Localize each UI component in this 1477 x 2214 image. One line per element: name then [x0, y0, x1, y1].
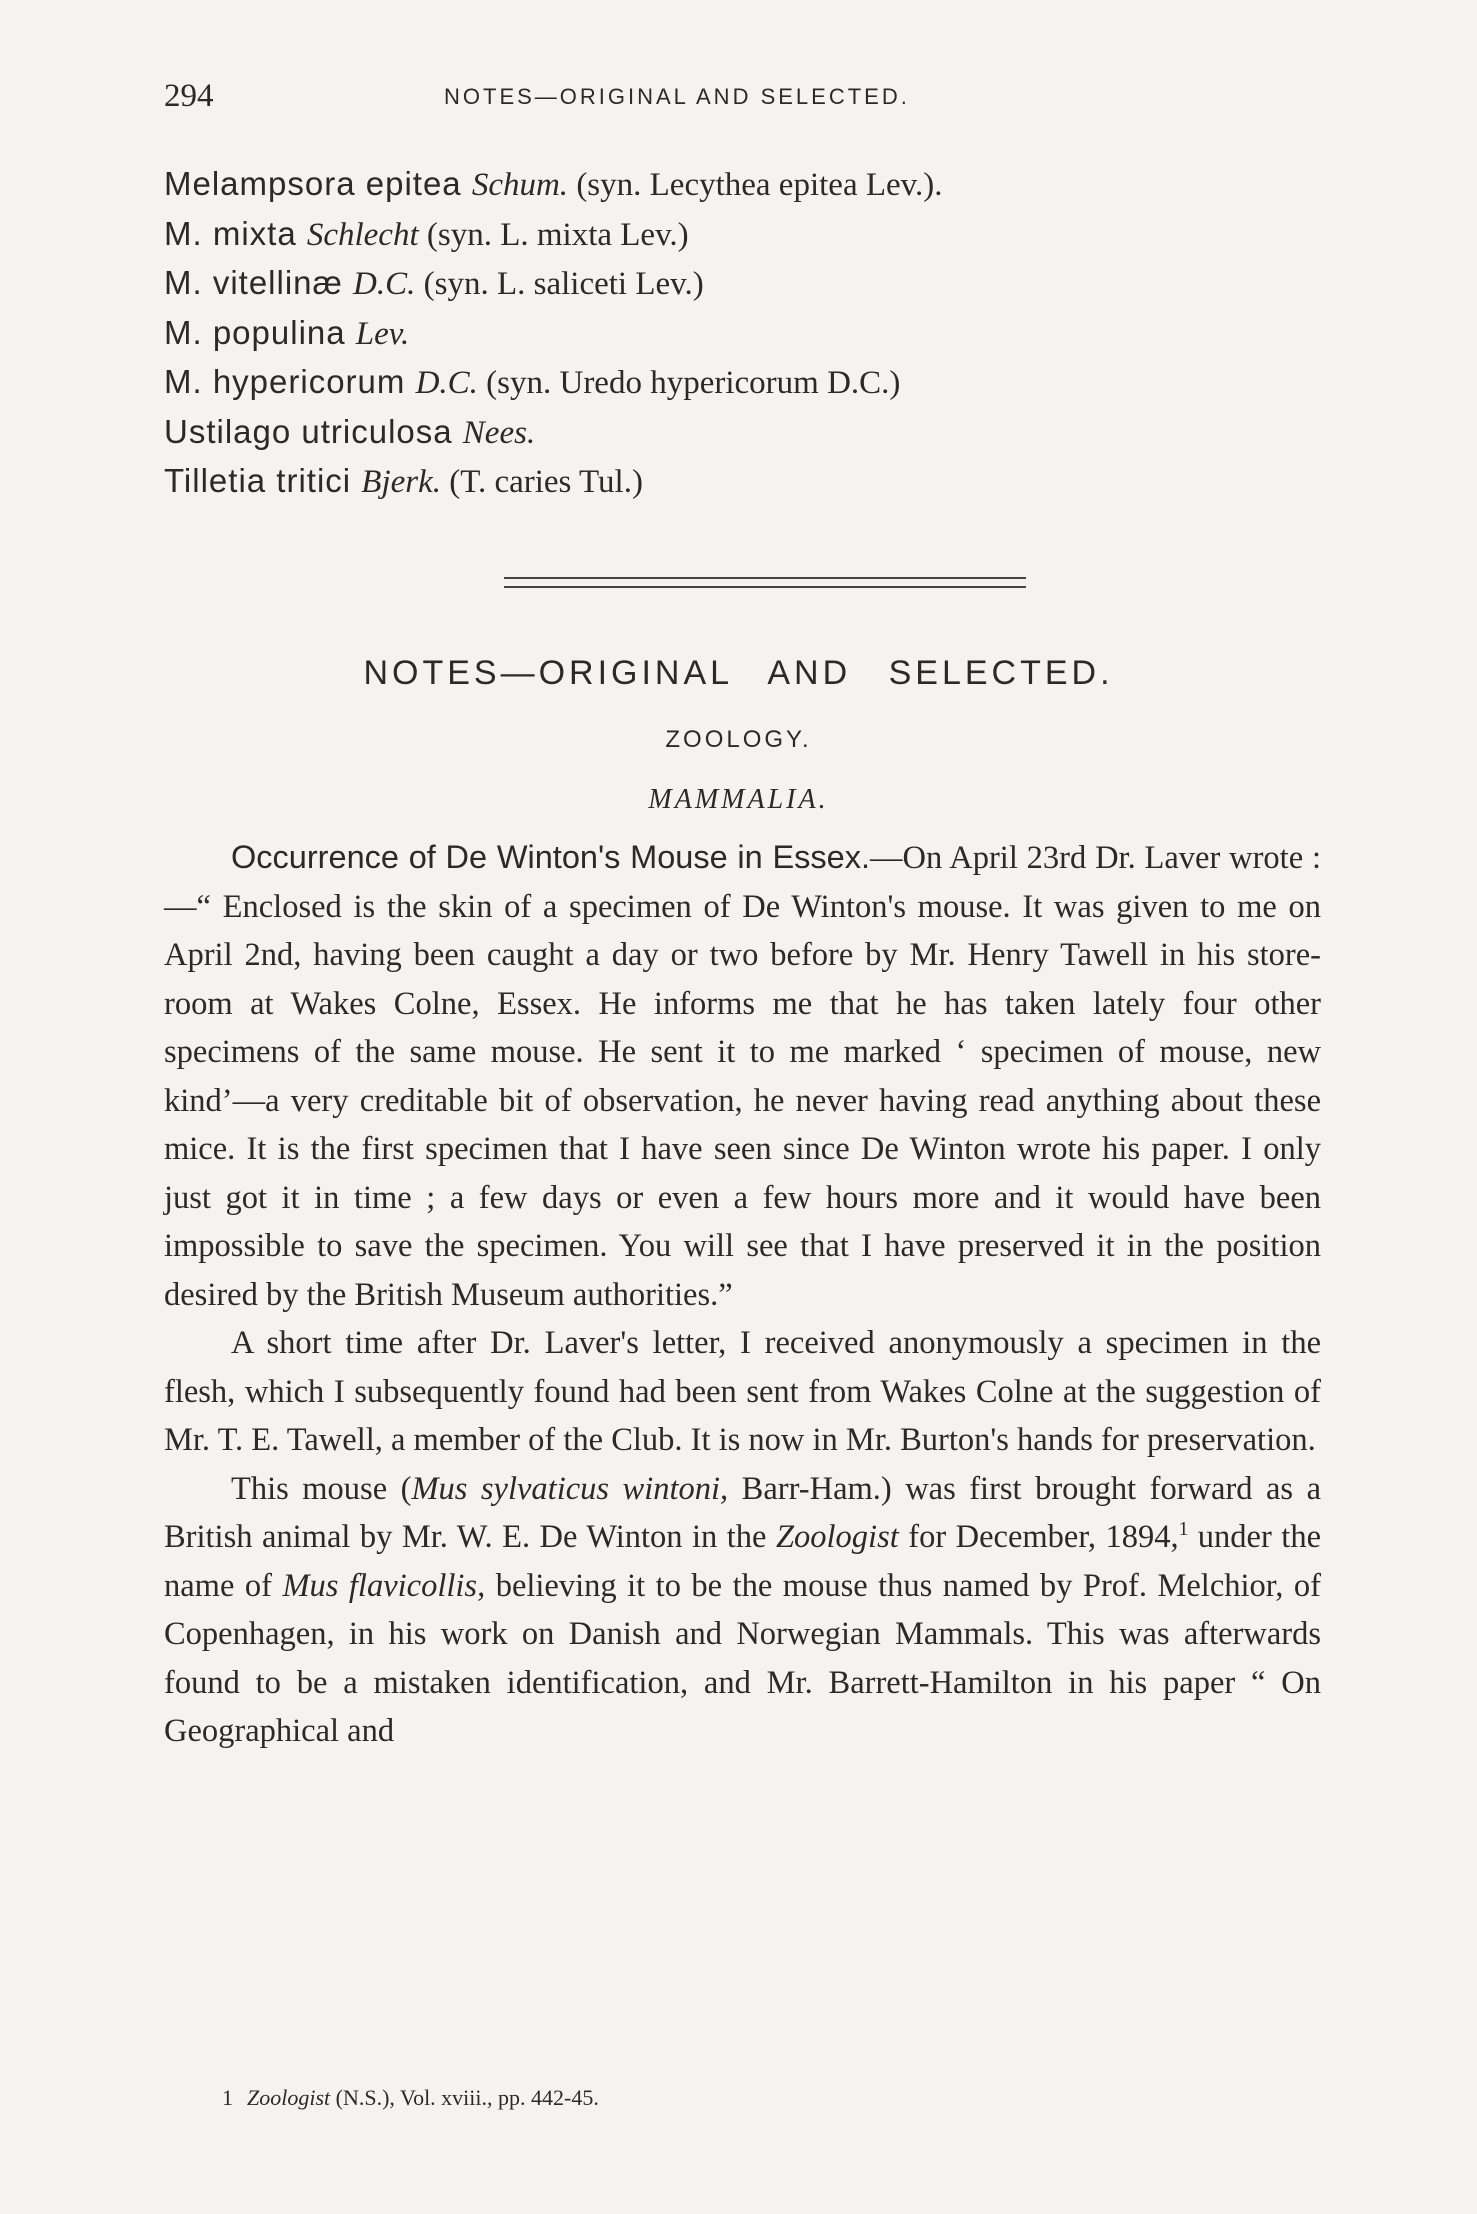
section-subheading: ZOOLOGY. — [665, 726, 812, 753]
species-entry — [164, 160, 1324, 210]
species-entry — [164, 259, 1324, 309]
page-number: 294 — [164, 78, 214, 114]
category-heading: MAMMALIA. — [648, 784, 829, 815]
text-run: under the name of — [164, 1519, 1321, 1604]
running-title: NOTES—ORIGINAL AND SELECTED. — [444, 84, 910, 109]
species-authority: Schum. — [471, 167, 569, 203]
species-synonym: (syn. L. saliceti Lev.) — [415, 266, 704, 302]
species-synonym: (syn. Uredo hypericorum D.C.) — [477, 365, 901, 401]
text-run: This mouse ( — [231, 1470, 412, 1507]
footnote-source: Zoologist — [247, 2085, 331, 2110]
text-run: believing it to be the mouse thus named by Prof. Melchior, of Copenhagen, in his work on Danish and Norwegian Mammals. This was afterwards found to be a mistaken identification, and Mr. Barrett-Hamilton in his paper “ On Geographical and — [164, 1567, 1321, 1749]
journal-name: Zoologist — [775, 1519, 899, 1555]
species-name: Ustilago utriculosa — [164, 412, 463, 450]
species-authority: Bjerk. — [361, 464, 442, 500]
species-entry — [164, 358, 1324, 408]
article-body — [164, 833, 1321, 1756]
species-entry — [164, 309, 1324, 359]
text-run: Barr-Ham.) was first brought forward as a British animal by Mr. W. E. De Winton in the — [164, 1470, 1321, 1555]
footnote-number: 1 — [222, 2085, 233, 2110]
text-run: for December, 1894, — [898, 1519, 1179, 1555]
species-list — [164, 160, 1324, 507]
footnote-ref: 1 — [1178, 1519, 1189, 1541]
species-synonym: (T. caries Tul.) — [441, 464, 643, 500]
species-entry — [164, 457, 1324, 507]
species-synonym: (syn. Lecythea epitea Lev.). — [568, 167, 943, 203]
species-name: M. vitellinæ — [164, 264, 354, 301]
species-name: Melampsora epitea — [164, 165, 472, 202]
species-authority: D.C. — [353, 266, 416, 302]
section-divider-bottom — [504, 586, 1026, 588]
section-divider-top — [504, 577, 1026, 579]
species-name: M. populina — [164, 313, 356, 351]
article-title: Occurrence of De Winton's Mouse in Essex. — [231, 839, 870, 875]
species-entry — [164, 408, 1324, 458]
paragraph: A short time after Dr. Laver's letter, I received anonymously a specimen in the flesh, which I subsequently found had been sent from Wakes Colne at the suggestion of Mr. T. E. Tawell, a member of the Club. It is now in Mr. Burton's hands for preservation. — [164, 1325, 1321, 1458]
footnote-text: (N.S.), Vol. xviii., pp. 442-45. — [330, 2085, 599, 2110]
species-entry — [164, 210, 1324, 260]
species-authority: Nees. — [462, 414, 536, 451]
paragraph — [164, 1465, 1321, 1756]
species-synonym: (syn. L. mixta Lev.) — [418, 216, 689, 253]
species-name: M. hypericorum — [164, 363, 416, 400]
species-name: M. mixta — [164, 214, 307, 252]
species-name: Tilletia tritici — [164, 462, 362, 499]
species-authority: Lev. — [355, 315, 410, 352]
section-heading: NOTES—ORIGINAL AND SELECTED. — [363, 654, 1114, 692]
paragraph-text: —On April 23rd Dr. Laver wrote :—“ Enclosed is the skin of a specimen of De Winton's mouse. It was given to me on April 2nd, having been caught a day or two before by Mr. Henry Tawell in his store-room at Wakes Colne, Essex. He informs me that he has taken lately four other specimens of the same mouse. He sent it to me marked ‘ specimen of mouse, new kind’—a very creditable bit of observation, he never having read anything about these mice. It is the first specimen that I have seen since De Winton wrote his paper. I only just got it in time ; a few days or even a few hours more and it would have been impossible to save the specimen. You will see that I have preserved it in the position desired by the British Museum authorities.” — [164, 840, 1321, 1313]
species-name-italic: Mus flavicollis, — [282, 1567, 486, 1604]
species-name-italic: Mus sylvaticus wintoni, — [411, 1470, 729, 1507]
species-authority: Schlecht — [306, 216, 419, 253]
paragraph — [164, 833, 1321, 1319]
running-header — [164, 78, 1327, 118]
footnote — [222, 2085, 599, 2111]
species-authority: D.C. — [415, 365, 478, 401]
